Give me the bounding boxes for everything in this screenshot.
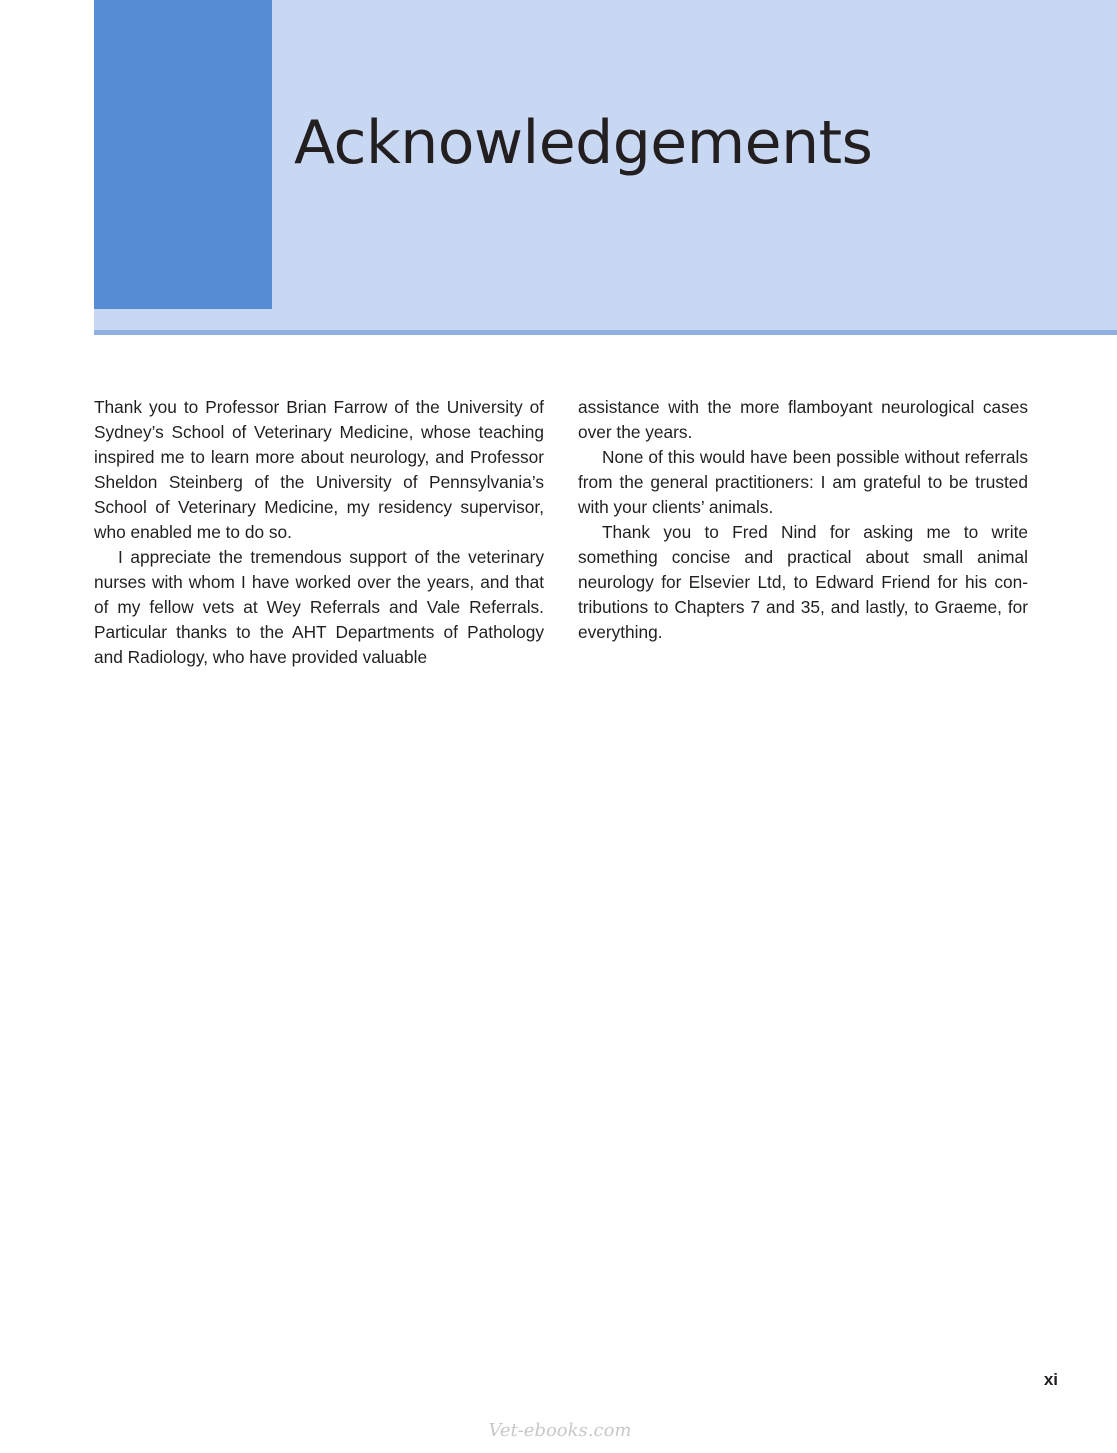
paragraph: assistance with the more flamboyant neurological cases over the years.	[578, 397, 1028, 442]
right-column	[578, 395, 1028, 645]
paragraph: Thank you to Fred Nind for asking me to write something concise and practical about small animal neurology for Elsevier Ltd, to Edward Friend for his contributions to Chapters 7 and 35, and lastly, to Graeme, for everything.	[578, 522, 1028, 642]
paragraph: I appreciate the tremendous support of the veterinary nurses with whom I have worked over the years, and that of my fellow vets at Wey Referrals and Vale Referrals. Particular thanks to the AHT Departments of Pathology and Radiology, who have provided valuable	[94, 547, 544, 667]
watermark-logo: Vet-ebooks.com	[488, 1420, 632, 1441]
header-rule	[94, 330, 1117, 335]
paragraph: Thank you to Professor Brian Farrow of the University of Sydney’s School of Veterinary Medicine, whose teaching inspired me to learn more about neurology, and Professor Sheldon Steinberg of the University of Pennsylvania’s School of Veterinary Medicine, my residency supervisor, who enabled me to do so.	[94, 397, 544, 542]
header-accent-block	[94, 0, 272, 309]
left-column	[94, 395, 544, 670]
paragraph: None of this would have been possible without referrals from the general practitioners: I am grateful to be trusted with your clients’ animals.	[578, 447, 1028, 517]
page-title: Acknowledgements	[294, 108, 873, 178]
page-number: xi	[1043, 1370, 1058, 1389]
